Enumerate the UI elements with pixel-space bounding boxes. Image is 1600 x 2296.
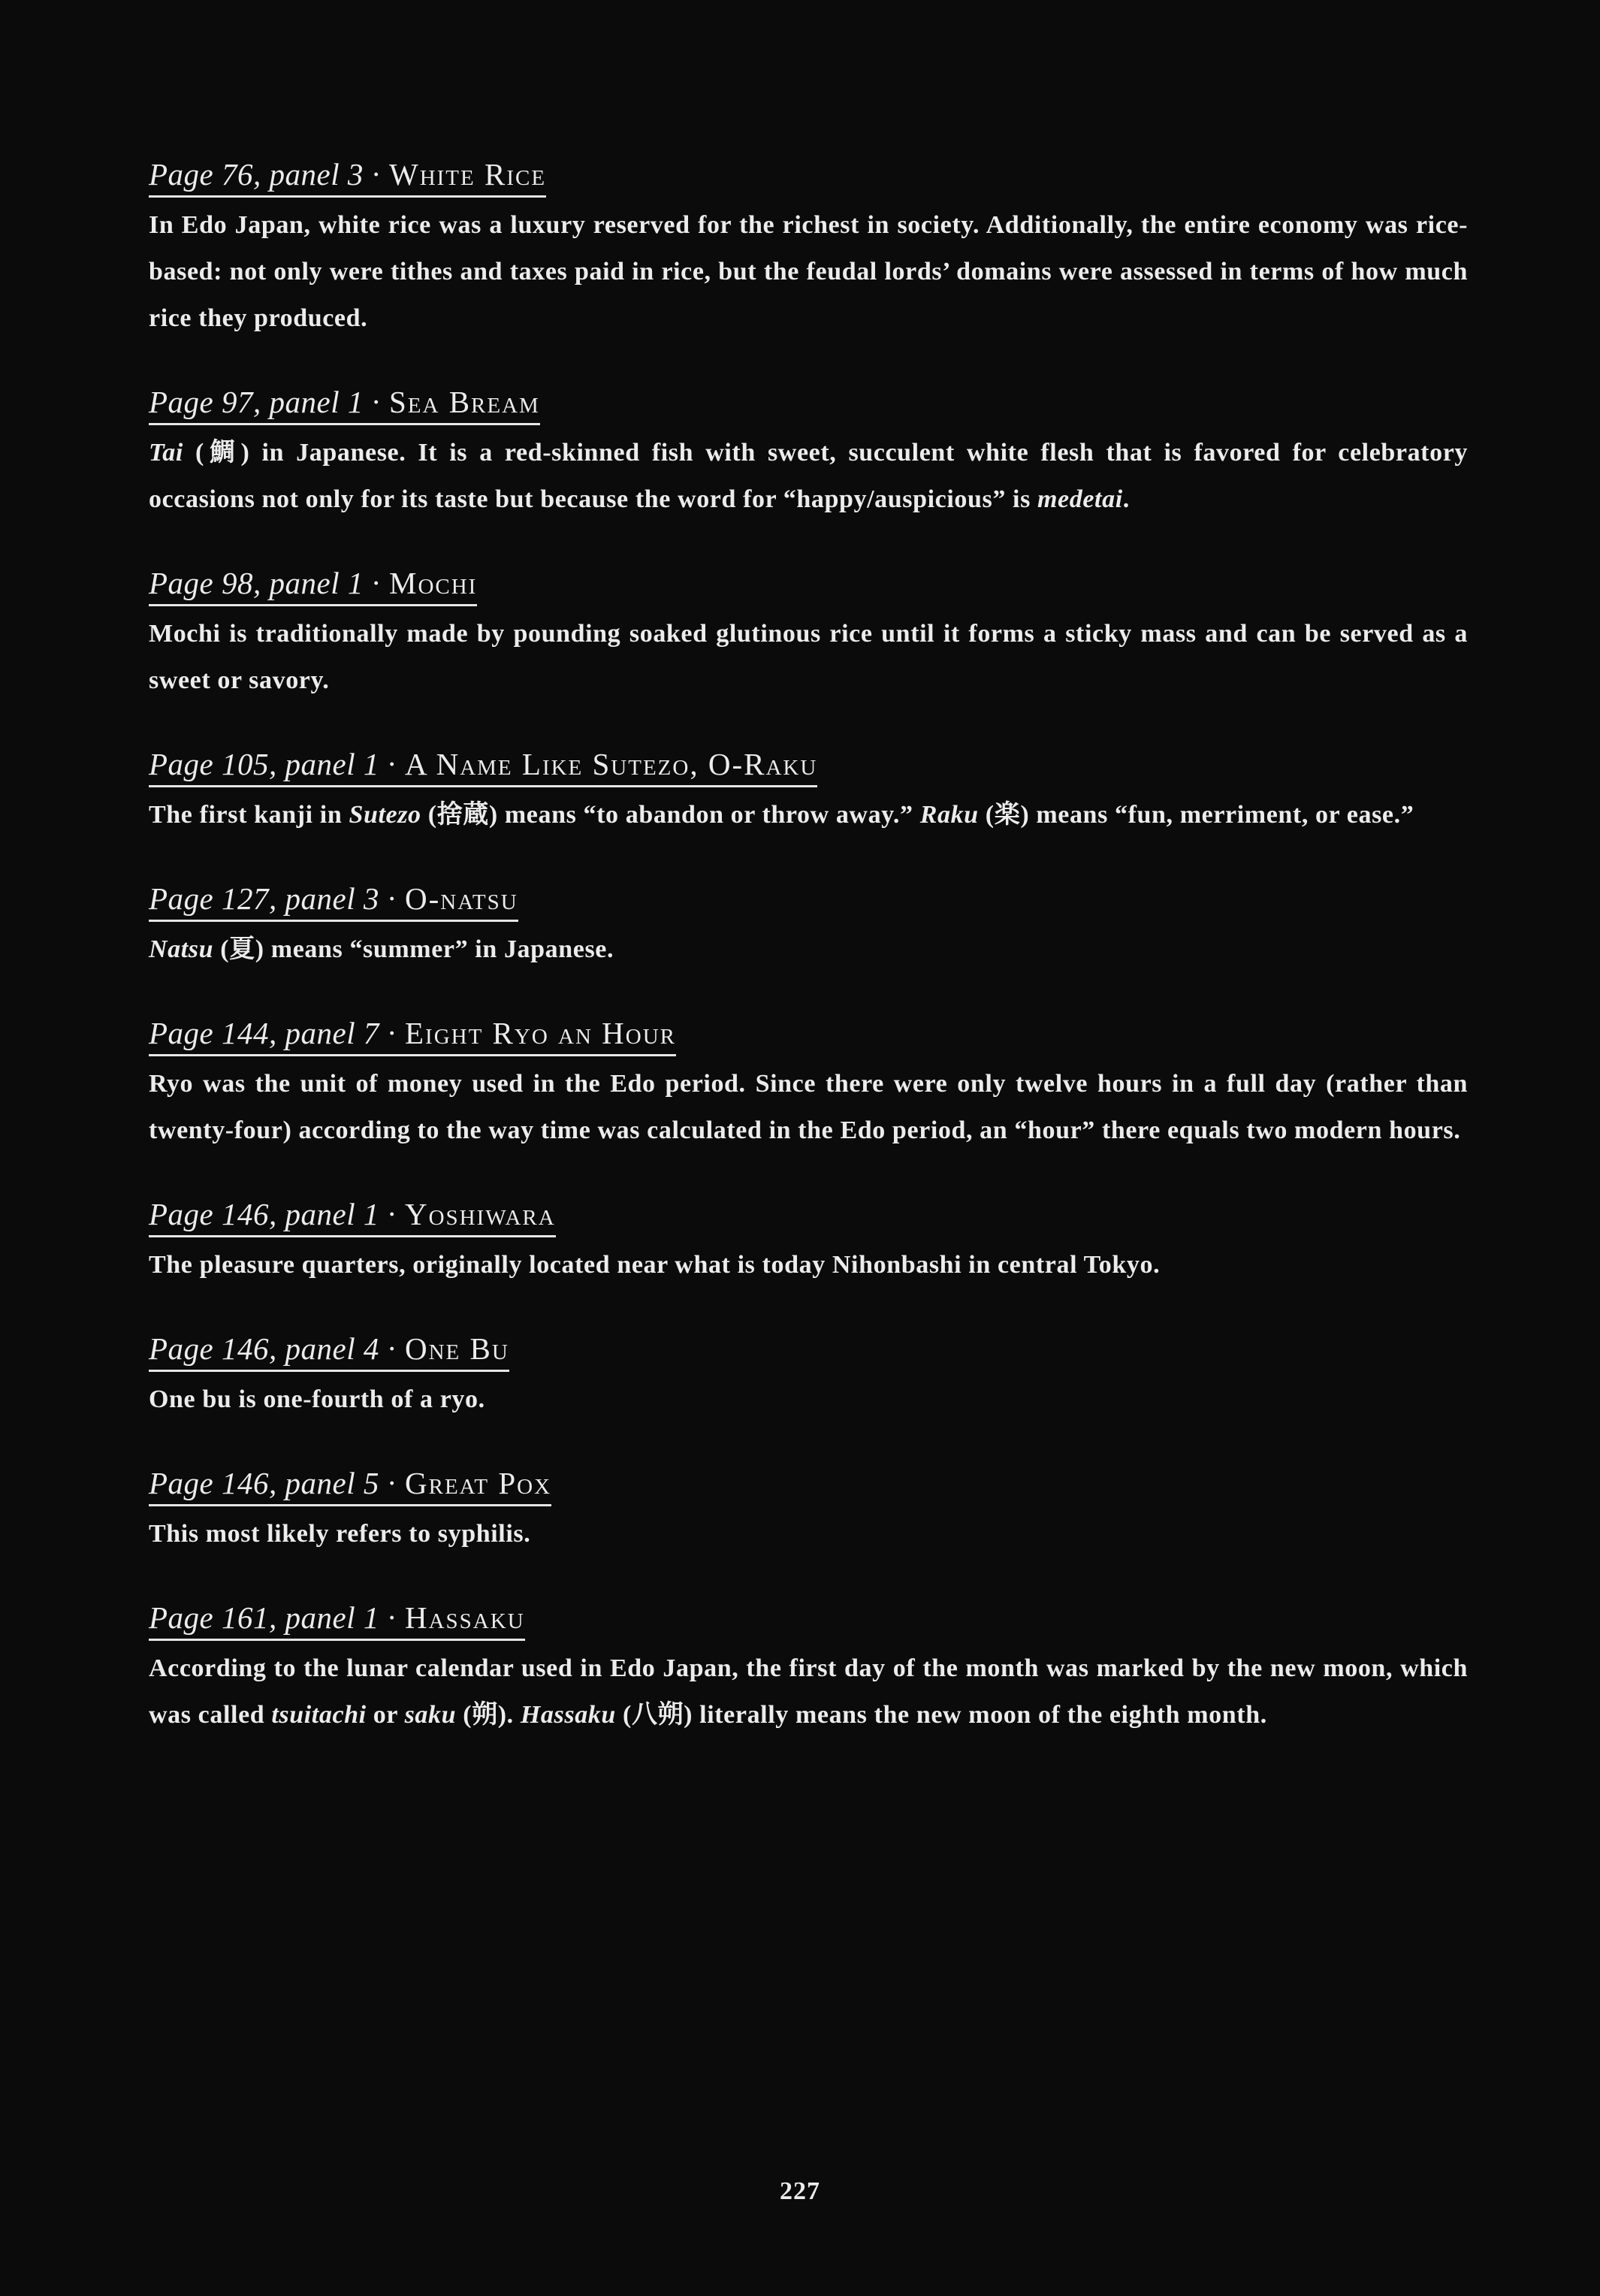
heading-separator: ·	[370, 566, 382, 600]
note-o-natsu	[149, 879, 1468, 973]
note-page-ref: Page 98, panel 1	[149, 566, 364, 600]
note-text: (鯛) in Japanese. It is a red-skinned fish with sweet, succulent white flesh that is favored for celebratory occasions not only for its taste but because the word for “happy/auspicious” is	[149, 439, 1468, 513]
note-heading	[149, 382, 540, 425]
note-text: (夏) means “summer” in Japanese.	[213, 935, 614, 963]
note-text: Mochi is traditionally made by pounding soaked glutinous rice until it forms a sticky mass and can be served as a sweet or savory.	[149, 620, 1468, 694]
note-heading	[149, 745, 817, 787]
page-number: 227	[780, 2177, 820, 2205]
note-sea-bream	[149, 382, 1468, 523]
note-text: (捨蔵) means “to abandon or throw away.”	[421, 801, 920, 829]
note-great-pox	[149, 1464, 1468, 1557]
note-heading	[149, 1329, 509, 1372]
note-text: .	[1122, 485, 1130, 513]
note-page-ref: Page 97, panel 1	[149, 385, 364, 419]
italic-term: Sutezo	[349, 801, 421, 829]
note-page-ref: Page 146, panel 5	[149, 1466, 379, 1500]
note-body	[149, 792, 1468, 838]
note-title: Great Pox	[405, 1466, 552, 1500]
note-text: (楽) means “fun, merriment, or ease.”	[978, 801, 1414, 829]
note-body	[149, 1061, 1468, 1154]
note-heading	[149, 155, 546, 198]
italic-term: tsuitachi	[271, 1701, 367, 1729]
note-eight-ryo	[149, 1014, 1468, 1154]
note-title: Eight Ryo an Hour	[405, 1016, 677, 1050]
heading-separator: ·	[386, 1016, 397, 1050]
translation-notes	[149, 155, 1468, 1779]
heading-separator: ·	[386, 1600, 397, 1635]
note-heading	[149, 1464, 551, 1506]
note-title: Yoshiwara	[405, 1197, 556, 1231]
heading-separator: ·	[386, 1466, 397, 1500]
note-sutezo-oraku	[149, 745, 1468, 838]
heading-separator: ·	[386, 747, 397, 781]
heading-separator: ·	[386, 1197, 397, 1231]
note-heading	[149, 1014, 676, 1056]
note-text: The first kanji in	[149, 801, 349, 829]
note-title: White Rice	[389, 157, 547, 192]
note-white-rice	[149, 155, 1468, 342]
note-yoshiwara	[149, 1195, 1468, 1288]
italic-term: Natsu	[149, 935, 214, 963]
note-body	[149, 1242, 1468, 1288]
note-text: or	[366, 1701, 405, 1729]
note-title: Sea Bream	[389, 385, 540, 419]
note-text: (八朔) literally means the new moon of the eighth month.	[615, 1701, 1267, 1729]
note-heading	[149, 563, 477, 606]
heading-separator: ·	[370, 157, 382, 192]
note-body	[149, 202, 1468, 342]
italic-term: saku	[404, 1701, 457, 1729]
note-title: Hassaku	[405, 1600, 525, 1635]
note-body	[149, 611, 1468, 704]
note-text: This most likely refers to syphilis.	[149, 1520, 531, 1548]
note-body	[149, 430, 1468, 523]
italic-term: medetai	[1037, 485, 1123, 513]
note-hassaku	[149, 1598, 1468, 1739]
note-body	[149, 1645, 1468, 1739]
heading-separator: ·	[386, 881, 397, 916]
italic-term: Hassaku	[520, 1701, 616, 1729]
note-text: The pleasure quarters, originally located near what is today Nihonbashi in central Tokyo.	[149, 1251, 1161, 1279]
note-body	[149, 1376, 1468, 1423]
note-title: O-natsu	[405, 881, 518, 916]
note-title: One Bu	[405, 1331, 509, 1366]
note-text: According to the lunar calendar used in Edo Japan, the first day of the month was marked by the new moon, which was called	[149, 1654, 1468, 1729]
note-page-ref: Page 127, panel 3	[149, 881, 379, 916]
italic-term: Tai	[149, 439, 183, 467]
note-page-ref: Page 161, panel 1	[149, 1600, 379, 1635]
note-text: Ryo was the unit of money used in the Edo period. Since there were only twelve hours in a full day (rather than twenty-four) according to the way time was calculated in the Edo period, an “hour” there equals two modern hours.	[149, 1070, 1468, 1144]
italic-term: Raku	[919, 801, 979, 829]
note-text: In Edo Japan, white rice was a luxury reserved for the richest in society. Additionally, the entire economy was rice-based: not only were tithes and taxes paid in rice, but the feudal lords’ domains were assessed in terms of how much rice they produced.	[149, 211, 1468, 332]
note-page-ref: Page 146, panel 4	[149, 1331, 379, 1366]
note-text: (朔).	[456, 1701, 521, 1729]
note-mochi	[149, 563, 1468, 704]
note-title: A Name Like Sutezo, O-Raku	[405, 747, 818, 781]
note-heading	[149, 1195, 556, 1237]
note-body	[149, 926, 1468, 973]
note-page-ref: Page 144, panel 7	[149, 1016, 379, 1050]
heading-separator: ·	[370, 385, 382, 419]
note-page-ref: Page 105, panel 1	[149, 747, 379, 781]
note-heading	[149, 879, 518, 922]
heading-separator: ·	[386, 1331, 397, 1366]
note-body	[149, 1511, 1468, 1557]
note-page-ref: Page 76, panel 3	[149, 157, 364, 192]
note-page-ref: Page 146, panel 1	[149, 1197, 379, 1231]
note-title: Mochi	[389, 566, 478, 600]
note-heading	[149, 1598, 525, 1641]
note-one-bu	[149, 1329, 1468, 1423]
note-text: One bu is one-fourth of a ryo.	[149, 1385, 485, 1413]
